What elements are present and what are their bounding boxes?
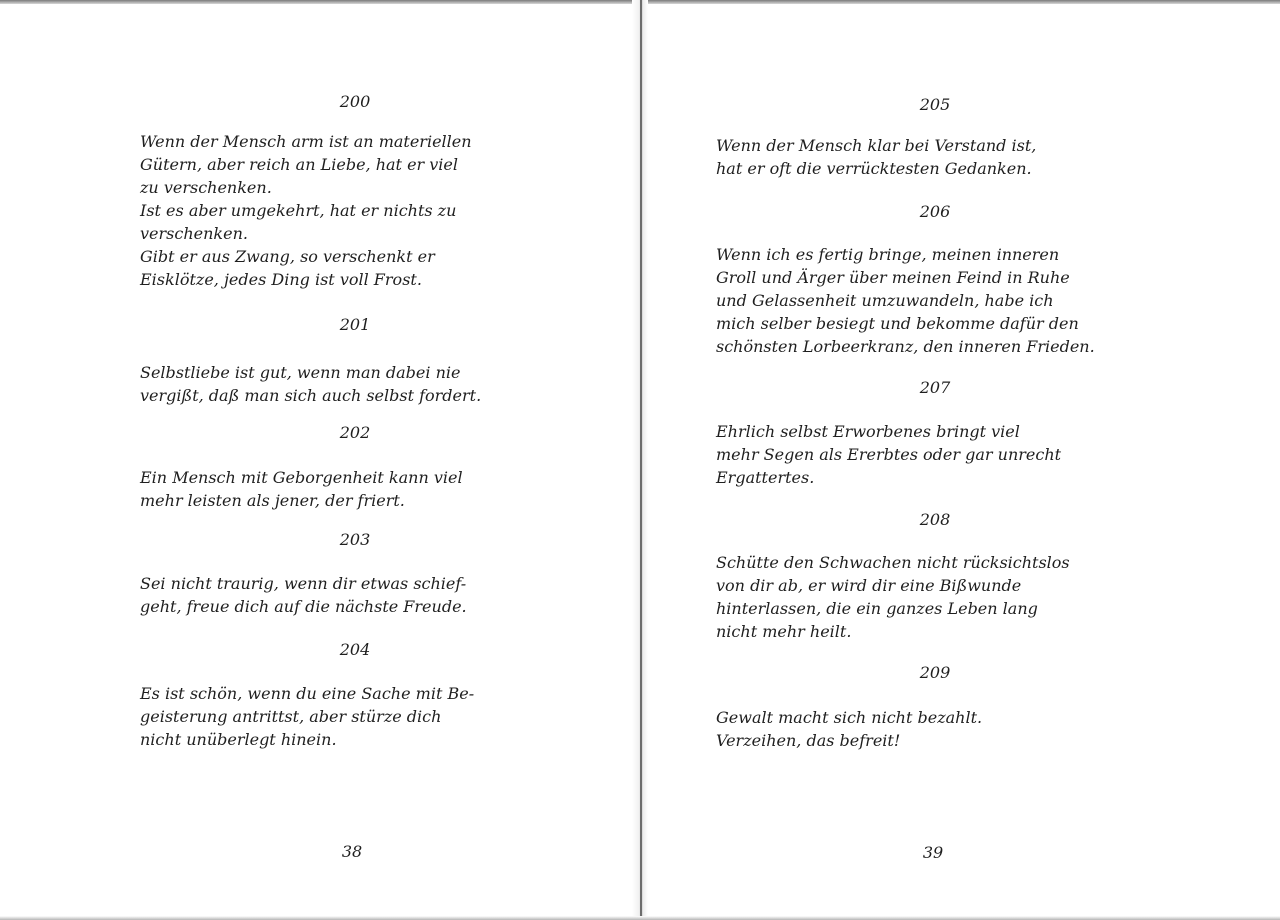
aphorism-text: Ein Mensch mit Geborgenheit kann viel mehr leisten als jener, der friert. — [140, 468, 463, 510]
book-spine-line — [640, 0, 642, 920]
aphorism-text: Sei nicht traurig, wenn dir etwas schief- geht, freue dich auf die nächste Freude. — [140, 574, 467, 616]
entry-number: 200 — [339, 92, 371, 111]
aphorism-text: Gewalt macht sich nicht bezahlt. Verzeihen, das befreit! — [716, 708, 983, 750]
aphorism-entry — [140, 466, 463, 512]
aphorism-entry — [716, 551, 1070, 643]
entry-number: 203 — [339, 530, 371, 549]
aphorism-entry — [716, 706, 982, 752]
entry-number: 204 — [339, 640, 371, 659]
entry-number: 205 — [919, 95, 951, 114]
aphorism-entry — [716, 420, 1061, 489]
aphorism-text: Es ist schön, wenn du eine Sache mit Be- geisterung antrittst, aber stürze dich nicht unüberlegt hinein. — [140, 684, 475, 749]
aphorism-text: Selbstliebe ist gut, wenn man dabei nie vergißt, daß man sich auch selbst fordert. — [140, 363, 482, 405]
aphorism-entry — [140, 361, 481, 407]
aphorism-entry — [716, 243, 1095, 358]
entry-number: 206 — [919, 202, 951, 221]
aphorism-entry — [140, 682, 474, 751]
right-page — [648, 0, 1280, 920]
aphorism-text: Wenn der Mensch klar bei Verstand ist, hat er oft die verrücktesten Gedanken. — [716, 136, 1037, 178]
aphorism-entry — [716, 134, 1036, 180]
aphorism-text: Wenn der Mensch arm ist an materiellen Gütern, aber reich an Liebe, hat er viel zu verschenken. Ist es aber umgekehrt, hat er nichts zu verschenken. Gibt er aus Zwang, so verschenkt er Eisklötze, jedes Ding ist voll Frost. — [140, 132, 472, 289]
aphorism-entry — [140, 572, 467, 618]
left-page — [0, 0, 632, 920]
entry-number: 209 — [919, 663, 951, 682]
page-number: 38 — [341, 842, 363, 861]
aphorism-text: Schütte den Schwachen nicht rücksichtslos von dir ab, er wird dir eine Bißwunde hinterlassen, die ein ganzes Leben lang nicht mehr heilt. — [716, 553, 1070, 641]
entry-number: 208 — [919, 510, 951, 529]
aphorism-text: Ehrlich selbst Erworbenes bringt viel mehr Segen als Ererbtes oder gar unrecht Ergattertes. — [716, 422, 1062, 487]
aphorism-text: Wenn ich es fertig bringe, meinen inneren Groll und Ärger über meinen Feind in Ruhe und Gelassenheit umzuwandeln, habe ich mich selber besiegt und bekomme dafür den schönsten Lorbeerkranz, den inneren Frieden. — [716, 245, 1095, 356]
aphorism-entry — [140, 130, 472, 291]
entry-number: 202 — [339, 423, 371, 442]
entry-number: 207 — [919, 378, 951, 397]
page-number: 39 — [922, 843, 944, 862]
entry-number: 201 — [339, 315, 371, 334]
